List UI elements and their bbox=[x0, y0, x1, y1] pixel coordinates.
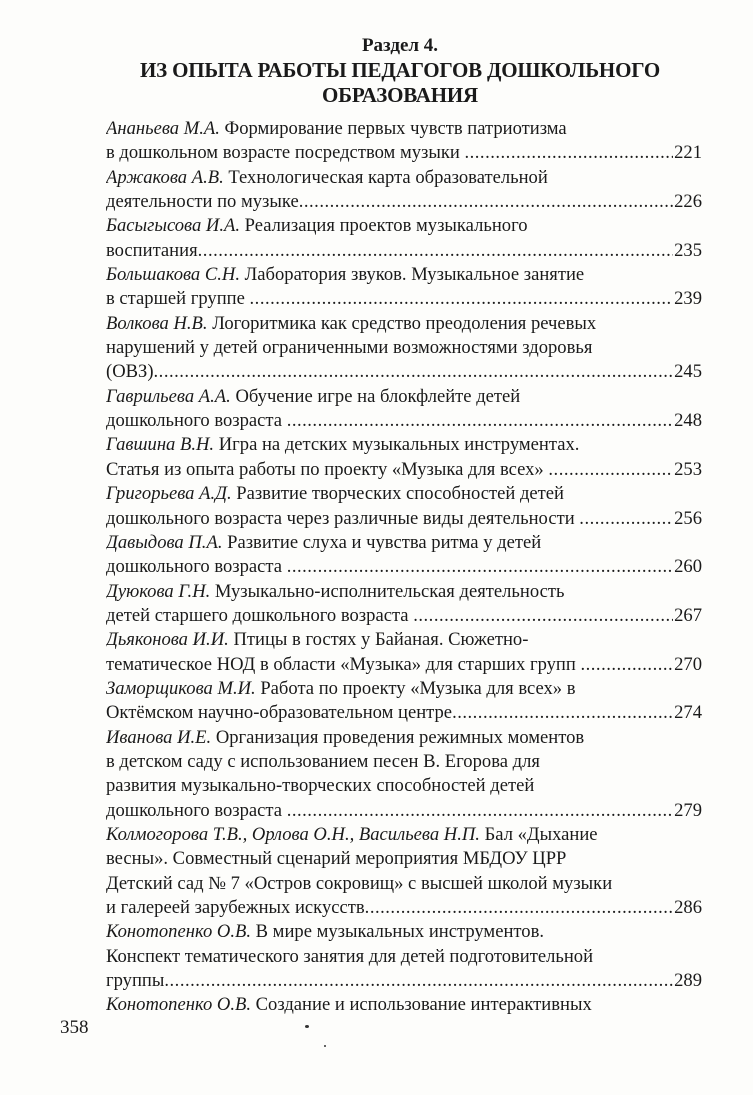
toc-title-text: группы bbox=[106, 970, 165, 992]
table-of-contents bbox=[106, 117, 702, 1018]
toc-page-number: 279 bbox=[674, 799, 702, 821]
toc-entry bbox=[106, 993, 702, 1017]
toc-title-text: нарушений у детей ограниченными возможностями здоровья bbox=[106, 337, 593, 359]
scan-speck bbox=[324, 1045, 326, 1047]
toc-entry bbox=[106, 628, 702, 677]
toc-title-text: в дошкольном возрасте посредством музыки bbox=[106, 142, 465, 164]
toc-title-text: весны». Совместный сценарий мероприятия МБДОУ ЦРР bbox=[106, 848, 567, 870]
toc-entry bbox=[106, 385, 702, 434]
toc-page-number: 286 bbox=[674, 897, 702, 918]
dot-leader bbox=[164, 969, 673, 993]
toc-line bbox=[106, 750, 702, 774]
dot-leader bbox=[452, 701, 673, 725]
toc-line bbox=[106, 166, 702, 190]
toc-title-text: дошкольного возраста bbox=[106, 410, 287, 432]
toc-title-text: Детский сад № 7 «Остров сокровищ» с высшей школой музыки bbox=[106, 872, 613, 894]
toc-line bbox=[106, 945, 702, 969]
toc-title-text: В мире музыкальных инструментов. bbox=[250, 921, 544, 943]
toc-entry bbox=[106, 433, 702, 482]
toc-author: Гаврильева А.А. bbox=[106, 385, 231, 407]
toc-line-with-page bbox=[106, 360, 702, 384]
toc-title-text: деятельности по музыке bbox=[106, 191, 299, 213]
dot-leader bbox=[579, 507, 673, 531]
toc-line-with-page bbox=[106, 799, 702, 823]
toc-title-text: Работа по проекту «Музыка для всех» в bbox=[255, 677, 576, 699]
toc-entry bbox=[106, 580, 702, 629]
toc-line bbox=[106, 214, 702, 238]
toc-line bbox=[106, 920, 702, 944]
toc-title-text: и галереей зарубежных искусств bbox=[106, 897, 365, 918]
toc-title-text: (ОВЗ) bbox=[106, 361, 154, 383]
toc-line-with-page bbox=[106, 141, 702, 165]
toc-author: Конотопенко О.В. bbox=[106, 994, 251, 1016]
dot-leader bbox=[299, 190, 673, 214]
toc-line bbox=[106, 628, 702, 652]
toc-author: Колмогорова Т.В., Орлова О.Н., Васильева Н.П. bbox=[106, 823, 480, 845]
toc-page-number: 226 bbox=[674, 191, 702, 213]
toc-title-text: Статья из опыта работы по проекту «Музыка для всех» bbox=[106, 458, 549, 480]
toc-line bbox=[106, 336, 702, 360]
toc-author: Большакова С.Н. bbox=[106, 264, 241, 286]
toc-title-text: детей старшего дошкольного возраста bbox=[106, 604, 414, 626]
section-title-line-2: ОБРАЗОВАНИЯ bbox=[322, 83, 478, 107]
dot-leader bbox=[464, 141, 673, 165]
toc-line bbox=[106, 774, 702, 798]
scan-speck bbox=[305, 1025, 309, 1028]
toc-title-text: Лаборатория звуков. Музыкальное занятие bbox=[240, 264, 585, 286]
toc-title-text: в старшей группе bbox=[106, 288, 250, 310]
toc-page-number: 274 bbox=[674, 702, 702, 724]
toc-line bbox=[106, 677, 702, 701]
toc-page-number: 270 bbox=[674, 653, 702, 675]
toc-page-number: 289 bbox=[674, 970, 702, 992]
toc-page-number: 260 bbox=[674, 556, 702, 578]
toc-author: Гавшина В.Н. bbox=[106, 434, 215, 456]
toc-page-number: 245 bbox=[674, 361, 702, 383]
toc-entry bbox=[106, 920, 702, 993]
dot-leader bbox=[287, 555, 673, 579]
toc-title-text: Октёмском научно-образовательном центре bbox=[106, 702, 453, 724]
toc-page-number: 253 bbox=[674, 458, 702, 480]
toc-line-with-page bbox=[106, 507, 702, 531]
toc-title-text: дошкольного возраста через различные виды деятельности bbox=[106, 507, 580, 529]
toc-title-text: воспитания bbox=[106, 239, 198, 261]
toc-page-number: 256 bbox=[674, 507, 702, 529]
toc-line bbox=[106, 117, 702, 141]
section-number: Раздел 4. bbox=[361, 35, 439, 56]
toc-page-number: 239 bbox=[674, 288, 702, 310]
toc-entry bbox=[106, 263, 702, 312]
toc-author: Аржакова А.В. bbox=[106, 166, 224, 188]
toc-entry bbox=[106, 531, 702, 580]
toc-author: Волкова Н.В. bbox=[106, 312, 208, 334]
toc-line-with-page bbox=[106, 701, 702, 725]
toc-line-with-page bbox=[106, 896, 702, 920]
toc-line bbox=[106, 847, 702, 871]
toc-line bbox=[106, 823, 702, 847]
toc-author: Дуюкова Г.Н. bbox=[106, 580, 211, 602]
toc-entry bbox=[106, 482, 702, 531]
toc-author: Григорьева А.Д. bbox=[106, 483, 232, 505]
toc-line bbox=[106, 531, 702, 555]
toc-title-text: Игра на детских музыкальных инструментах. bbox=[214, 434, 580, 456]
toc-title-text: в детском саду с использованием песен В. Егорова для bbox=[106, 750, 540, 772]
toc-title-text: дошкольного возраста bbox=[106, 556, 287, 578]
toc-author: Давыдова П.А. bbox=[106, 531, 223, 553]
toc-title-text: Музыкально-исполнительская деятельность bbox=[210, 580, 565, 602]
toc-line bbox=[106, 726, 702, 750]
toc-entry bbox=[106, 117, 702, 166]
dot-leader bbox=[365, 896, 673, 920]
toc-title-text: Конспект тематического занятия для детей подготовительной bbox=[106, 945, 594, 967]
dot-leader bbox=[287, 799, 673, 823]
toc-title-text: Создание и использование интерактивных bbox=[250, 994, 592, 1016]
toc-title-text: Развитие творческих способностей детей bbox=[231, 483, 565, 505]
toc-title-text: развития музыкально-творческих способностей детей bbox=[106, 775, 535, 797]
toc-line-with-page bbox=[106, 604, 702, 628]
toc-title-text: Реализация проектов музыкального bbox=[240, 215, 528, 237]
toc-page-number: 267 bbox=[674, 604, 702, 626]
toc-title-text: дошкольного возраста bbox=[106, 799, 287, 821]
dot-leader bbox=[198, 239, 673, 263]
dot-leader bbox=[413, 604, 673, 628]
toc-author: Конотопенко О.В. bbox=[106, 921, 251, 943]
toc-line bbox=[106, 312, 702, 336]
toc-line-with-page bbox=[106, 653, 702, 677]
toc-line-with-page bbox=[106, 190, 702, 214]
toc-author: Басыгысова И.А. bbox=[106, 215, 241, 237]
toc-entry bbox=[106, 214, 702, 263]
toc-page-number: 235 bbox=[674, 239, 702, 261]
toc-title-text: Технологическая карта образовательной bbox=[223, 166, 548, 188]
toc-author: Дьяконова И.И. bbox=[106, 629, 229, 651]
toc-author: Ананьева М.А. bbox=[106, 118, 220, 139]
toc-line-with-page bbox=[106, 287, 702, 311]
toc-author: Заморщикова М.И. bbox=[106, 677, 256, 699]
dot-leader bbox=[250, 287, 674, 311]
toc-line bbox=[106, 872, 702, 896]
toc-title-text: Бал «Дыхание bbox=[479, 823, 598, 845]
section-header bbox=[100, 34, 700, 108]
toc-line-with-page bbox=[106, 239, 702, 263]
toc-page-number: 248 bbox=[674, 410, 702, 432]
toc-title-text: Обучение игре на блокфлейте детей bbox=[230, 385, 521, 407]
toc-author: Иванова И.Е. bbox=[106, 726, 212, 748]
toc-title-text: Логоритмика как средство преодоления речевых bbox=[207, 312, 597, 334]
dot-leader bbox=[580, 653, 673, 677]
toc-line-with-page bbox=[106, 969, 702, 993]
toc-title-text: Организация проведения режимных моментов bbox=[211, 726, 585, 748]
toc-page-number: 221 bbox=[674, 142, 702, 164]
section-title-line-1: ИЗ ОПЫТА РАБОТЫ ПЕДАГОГОВ ДОШКОЛЬНОГО bbox=[140, 58, 660, 82]
toc-entry bbox=[106, 166, 702, 215]
toc-title-text: Формирование первых чувств патриотизма bbox=[219, 118, 567, 139]
toc-entry bbox=[106, 823, 702, 920]
dot-leader bbox=[548, 458, 673, 482]
dot-leader bbox=[287, 409, 673, 433]
toc-line bbox=[106, 385, 702, 409]
page-number: 358 bbox=[60, 1017, 89, 1038]
toc-line-with-page bbox=[106, 458, 702, 482]
toc-title-text: Развитие слуха и чувства ритма у детей bbox=[222, 531, 542, 553]
toc-line bbox=[106, 993, 702, 1017]
toc-entry bbox=[106, 677, 702, 726]
toc-line-with-page bbox=[106, 409, 702, 433]
toc-line bbox=[106, 433, 702, 457]
toc-title-text: Птицы в гостях у Байаная. Сюжетно- bbox=[228, 629, 529, 651]
toc-title-text: тематическое НОД в области «Музыка» для старших групп bbox=[106, 653, 581, 675]
toc-entry bbox=[106, 726, 702, 823]
toc-line bbox=[106, 263, 702, 287]
toc-line bbox=[106, 580, 702, 604]
dot-leader bbox=[154, 360, 674, 384]
toc-entry bbox=[106, 312, 702, 385]
toc-line bbox=[106, 482, 702, 506]
toc-line-with-page bbox=[106, 555, 702, 579]
